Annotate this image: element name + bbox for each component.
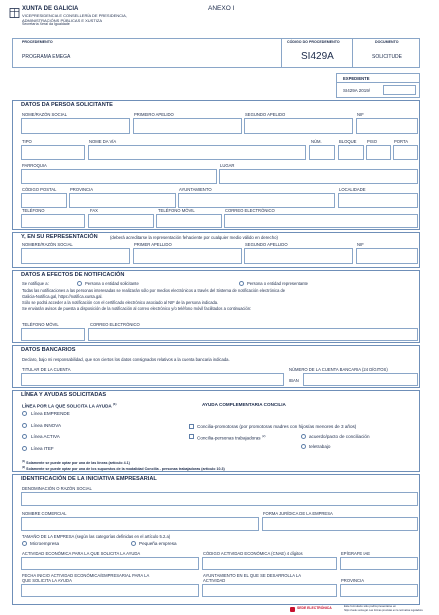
rep-surname1-input[interactable] <box>133 248 242 264</box>
line-note-1: $^{(1)}$ Solamente se puede optar por una de las líneas (artículo 4.1) <box>22 460 130 466</box>
procedure-divider-1 <box>281 38 282 68</box>
bank-section-title: DATOS BANCARIOS <box>21 347 76 353</box>
applicant-name-input[interactable] <box>21 118 130 134</box>
legal-form-label: FORMA JURÍDICA DE LA EMPRESA <box>263 511 333 516</box>
line-request-label: LÍNEA POR LA QUE SOLICITA LA AYUDA $^{(1)}$ <box>22 402 117 409</box>
notification-text-4: Se enviarán avisos de puesta a disposición de la notificación al correo electrónico y/o teléfono móvil facilitados a continuación: <box>22 306 252 311</box>
iban-label: IBAN <box>289 378 299 383</box>
activity-province-input[interactable] <box>340 584 418 597</box>
expediente-divider <box>336 82 420 83</box>
phone-label: TELÉFONO <box>22 208 45 213</box>
rep-nif-label: NIF <box>357 242 364 247</box>
applicant-surname2-input[interactable] <box>244 118 353 134</box>
notify-email-input[interactable] <box>88 328 418 341</box>
iae-label: EPÍGRAFE IAE <box>341 551 371 556</box>
locality-label: LOCALIDADE <box>339 187 366 192</box>
fax-label: FAX <box>90 208 98 213</box>
small-company-radio[interactable] <box>131 541 136 546</box>
iae-input[interactable] <box>340 557 418 570</box>
footer-text-1: Este formulario sólo podrá presentarse en <box>344 604 397 608</box>
applicant-nif-label: NIF <box>357 112 364 117</box>
number-label: NÚM. <box>311 139 322 144</box>
street-name-label: NOME DA VÍA <box>89 139 117 144</box>
applicant-surname1-input[interactable] <box>133 118 242 134</box>
concilia-telework-label: teletrabajo <box>309 444 331 449</box>
municipality-label: AYUNTAMIENTO <box>179 187 212 192</box>
rep-name-label: NOMBRE/RAZÓN SOCIAL <box>22 242 73 247</box>
legal-form-input[interactable] <box>262 517 418 531</box>
applicant-section-title: DATOS DA PERSOA SOLICITANTE <box>21 102 113 108</box>
applicant-surname2-label: SEGUNDO APELIDO <box>245 112 286 117</box>
line-itef-radio[interactable] <box>22 446 27 451</box>
company-size-label: TAMAÑO DE LA EMPRESA (según las categorías definidas en el artículo 5.2.a) <box>22 534 171 539</box>
floor-input[interactable] <box>366 145 391 160</box>
account-number-label: NÚMERO DE LA CUENTA BANCARIA (24 DÍGITOS) <box>289 367 388 372</box>
locality-input[interactable] <box>338 193 418 208</box>
procedure-value: PROGRAMA EMEGA <box>22 54 71 60</box>
rep-surname2-input[interactable] <box>244 248 353 264</box>
notification-text-2: Galicia-Notifica.gal, https://notifica.xunta.gal. <box>22 294 103 299</box>
footer-text-2: https://sede.xunta.gal. Las formas previstas en la normativa reguladora <box>344 609 423 612</box>
account-holder-input[interactable] <box>21 373 284 386</box>
rep-nif-input[interactable] <box>356 248 418 264</box>
procedure-divider-2 <box>352 38 353 68</box>
procedure-box <box>12 38 420 68</box>
line-innova-label: Línea INNOVA <box>31 423 62 428</box>
line-note-2: $^{(2)}$ Solamente se puede optar por una de los supuestos de la modalidad Concilia - personas trabajadoras (artículo 10.3) <box>22 466 225 472</box>
logo-text: XUNTA DE GALICIA <box>22 6 79 12</box>
concilia-workers-checkbox[interactable] <box>189 434 194 439</box>
dept-line-1: VICEPRESIDENCIA E CONSELLERÍA DE PRESIDENCIA, <box>22 13 127 18</box>
micro-company-radio[interactable] <box>22 541 27 546</box>
place-input[interactable] <box>219 169 418 184</box>
floor-label: PISO <box>367 139 378 144</box>
small-company-label: Pequeña empresa <box>139 541 177 546</box>
representative-note: (deberá acreditarse la representación fehaciente por cualquier medio válido en derecho) <box>110 234 278 240</box>
sede-logo-icon <box>290 607 295 612</box>
code-value: SI429A <box>301 51 334 62</box>
expediente-label: EXPEDIENTE <box>343 76 370 81</box>
fax-input[interactable] <box>88 214 154 228</box>
mobile-label: TELÉFONO MÓVIL <box>158 208 195 213</box>
postal-code-input[interactable] <box>21 193 67 208</box>
province-label: PROVINCIA <box>70 187 94 192</box>
notify-mobile-label: TELÉFONO MÓVIL <box>22 322 59 327</box>
expediente-value: SI429A 2019/ <box>343 88 371 93</box>
notify-applicant-radio[interactable] <box>77 281 82 286</box>
door-input[interactable] <box>393 145 418 160</box>
street-name-input[interactable] <box>88 145 306 160</box>
parish-label: PARROQUIA <box>22 163 47 168</box>
block-label: BLOQUE <box>339 139 357 144</box>
email-input[interactable] <box>224 214 418 228</box>
dept-line-3: Secretaría Xeral da Igualdade <box>22 22 70 26</box>
street-type-label: TIPO <box>22 139 32 144</box>
concilia-agreement-radio[interactable] <box>301 434 306 439</box>
applicant-surname1-label: PRIMEIRO APELIDO <box>134 112 174 117</box>
company-name-input[interactable] <box>21 492 418 506</box>
document-value: SOLICITUDE <box>372 54 403 60</box>
activity-municipality-input[interactable] <box>202 584 337 597</box>
document-label: DOCUMENTO <box>375 40 399 44</box>
concilia-telework-radio[interactable] <box>301 444 306 449</box>
number-input[interactable] <box>309 145 335 160</box>
line-activa-radio[interactable] <box>22 434 27 439</box>
trade-name-input[interactable] <box>21 517 259 531</box>
activity-municipality-label-2: ACTIVIDAD <box>203 578 226 583</box>
line-emprende-radio[interactable] <box>22 411 27 416</box>
start-date-label-2: QUE SOLICITA LA AYUDA <box>22 578 72 583</box>
applicant-name-label: NOME/RAZÓN SOCIAL <box>22 112 67 117</box>
line-emprende-label: Línea EMPRENDE <box>31 411 70 416</box>
company-name-label: DENOMINACIÓN O RAZÓN SOCIAL <box>22 486 92 491</box>
place-label: LUGAR <box>220 163 235 168</box>
notify-email-label: CORREO ELECTRÓNICO <box>90 322 140 327</box>
rep-name-input[interactable] <box>21 248 130 264</box>
code-label: CÓDIGO DO PROCEDEMENTO <box>287 40 340 44</box>
line-innova-radio[interactable] <box>22 423 27 428</box>
start-date-input[interactable] <box>21 584 199 597</box>
rep-surname2-label: SEGUNDO APELLIDO <box>245 242 288 247</box>
notify-representative-label: Persona o entidad representante <box>247 281 308 286</box>
notify-mobile-input[interactable] <box>21 328 85 341</box>
notification-section-title: DATOS A EFECTOS DE NOTIFICACIÓN <box>21 272 125 278</box>
parish-input[interactable] <box>21 169 217 184</box>
iban-input[interactable] <box>303 373 418 386</box>
notify-to-label: Se notifique a: <box>22 281 49 286</box>
account-holder-label: TITULAR DE LA CUENTA <box>22 367 71 372</box>
cnae-input[interactable] <box>202 557 337 570</box>
postal-code-label: CÓDIGO POSTAL <box>22 187 57 192</box>
annex-label: ANEXO I <box>208 5 235 12</box>
activity-municipality-label-1: AYUNTAMIENTO EN EL QUE SE DESARROLLA LA <box>203 573 302 578</box>
line-itef-label: Línea ITEF <box>31 446 54 451</box>
bank-declaration: Declaro, bajo mi responsabilidad, que son ciertos los datos consignados relativos a la cuenta bancaria indicada. <box>22 357 230 362</box>
notification-text-1: Todas las notificaciones a las personas interesadas se realizarán sólo por medios electrónicos a través del Sistema de notificación electrónica de <box>22 288 286 293</box>
footer-brand: SEDE ELECTRÓNICA <box>297 606 332 610</box>
notification-text-3: Sólo se podrá acceder a la notificación con el certificado electrónico asociado al NIF de la persona indicada. <box>22 300 219 305</box>
notify-representative-radio[interactable] <box>239 281 244 286</box>
micro-company-label: Microempresa <box>30 541 60 546</box>
notify-applicant-label: Persona o entidad solicitante <box>85 281 139 286</box>
expediente-input[interactable] <box>383 85 416 95</box>
economic-activity-input[interactable] <box>21 557 199 570</box>
mobile-input[interactable] <box>156 214 222 228</box>
phone-input[interactable] <box>21 214 85 228</box>
concilia-promotoras-label: Concilia-promotoras (por promotoras madres con hijos/as menores de 3 años) <box>197 424 357 429</box>
municipality-input[interactable] <box>178 193 335 208</box>
province-input[interactable] <box>69 193 176 208</box>
trade-name-label: NOMBRE COMERCIAL <box>22 511 67 516</box>
activity-province-label: PROVINCIA <box>341 578 365 583</box>
lines-section-title: LÍNEA Y AYUDAS SOLICITADAS <box>21 392 107 398</box>
street-type-input[interactable] <box>21 145 85 160</box>
dept-line-2: ADMINISTRACIÓNS PÚBLICAS E XUSTIZA <box>22 17 103 23</box>
block-input[interactable] <box>338 145 364 160</box>
applicant-nif-input[interactable] <box>356 118 418 134</box>
rep-surname1-label: PRIMER APELLIDO <box>134 242 172 247</box>
door-label: PORTA <box>394 139 409 144</box>
concilia-agreement-label: acuerdo/pacto de conciliación <box>309 434 370 439</box>
concilia-workers-label: Concilia-personas trabajadoras $^{(2)}$ <box>197 434 266 441</box>
email-label: CORREO ELECTRÓNICO <box>225 208 275 213</box>
start-date-label-1: FECHA INICIO ACTIVIDAD ECONÓMICA/EMPRESARIAL PARA LA <box>22 573 150 578</box>
xunta-logo <box>9 5 21 15</box>
xunta-shield-icon <box>9 8 21 18</box>
line-activa-label: Línea ACTIVA <box>31 434 60 439</box>
concilia-promotoras-checkbox[interactable] <box>189 424 194 429</box>
representative-section-title: Y, EN SU REPRESENTACIÓN <box>21 234 98 240</box>
cnae-label: CÓDIGO ACTIVIDAD ECONÓMICA (CNAE) 4 dígitos <box>203 551 303 556</box>
business-section-title: IDENTIFICACIÓN DE LA INICIATIVA EMPRESARIAL <box>21 476 157 482</box>
procedure-label: PROCEDEMENTO <box>22 40 53 44</box>
economic-activity-label: ACTIVIDAD ECONÓMICA PARA LA QUE SOLICITA LA AYUDA <box>22 551 141 556</box>
concilia-label: AYUDA COMPLEMENTARIA CONCILIA <box>202 402 286 407</box>
